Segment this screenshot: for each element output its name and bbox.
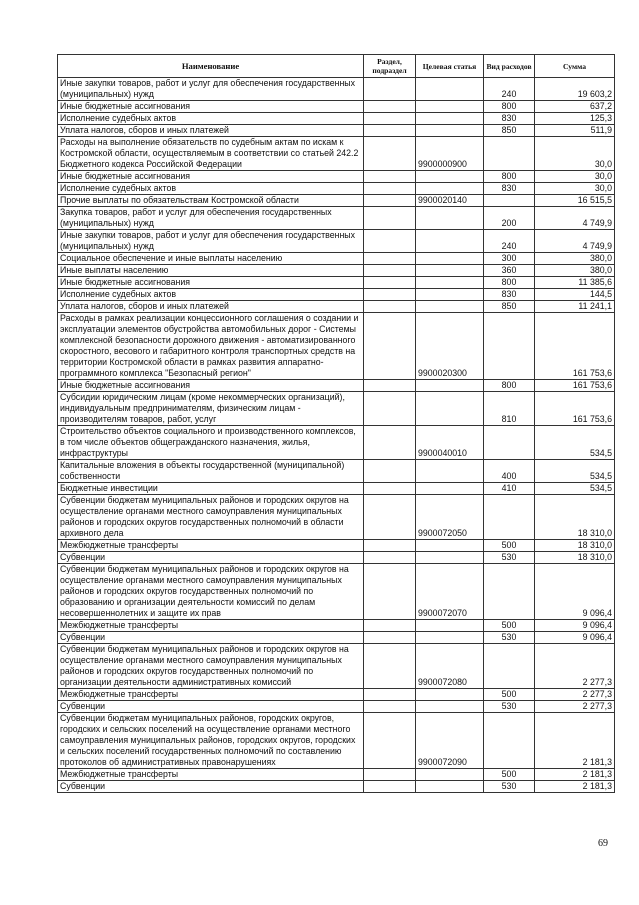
cell-tgt: 9900000900 [416,137,484,171]
cell-sec [364,301,416,313]
cell-vid [484,313,535,380]
table-row [58,769,615,781]
cell-vid: 850 [484,301,535,313]
cell-tgt [416,552,484,564]
cell-tgt [416,277,484,289]
cell-sum: 637,2 [535,101,615,113]
cell-name: Субсидии юридическим лицам (кроме некоммерческих организаций), индивидуальным предпринимателям, физическим лицам - производителям товаров, работ, услуг [58,392,364,426]
cell-name: Иные закупки товаров, работ и услуг для обеспечения государственных (муниципальных) нужд [58,230,364,253]
cell-name: Межбюджетные трансферты [58,540,364,552]
cell-name: Иные бюджетные ассигнования [58,101,364,113]
cell-sec [364,701,416,713]
table-row [58,552,615,564]
cell-name: Капитальные вложения в объекты государственной (муниципальной) собственности [58,460,364,483]
cell-sum: 2 181,3 [535,769,615,781]
cell-name: Субвенции бюджетам муниципальных районов и городских округов на осуществление органами местного самоуправления муниципальных районов и городских округов государственных полномочий в области архивного дела [58,495,364,540]
cell-sum: 2 277,3 [535,701,615,713]
cell-sec [364,113,416,125]
cell-vid: 830 [484,289,535,301]
cell-name: Расходы в рамках реализации концессионного соглашения о создании и эксплуатации элементов обустройства автомобильных дорог - Системы комплексной безопасности дорожного движения - автоматизированного скоростного, весового и габаритного контроля транспортных средств на территории Костромской области в рамках развития аппаратно-программного комплекса "Безопасный регион" [58,313,364,380]
cell-sec [364,171,416,183]
cell-tgt [416,392,484,426]
cell-sec [364,632,416,644]
table-row [58,426,615,460]
cell-tgt: 9900072080 [416,644,484,689]
cell-tgt [416,689,484,701]
cell-sec [364,78,416,101]
cell-sec [364,183,416,195]
cell-tgt [416,540,484,552]
cell-vid [484,137,535,171]
cell-sum: 2 181,3 [535,781,615,793]
header-section: Раздел, подраздел [364,55,416,78]
cell-sec [364,713,416,769]
cell-vid [484,644,535,689]
cell-vid: 500 [484,769,535,781]
cell-sec [364,392,416,426]
cell-vid: 530 [484,701,535,713]
table-row [58,289,615,301]
cell-sum: 4 749,9 [535,230,615,253]
cell-tgt [416,183,484,195]
cell-vid: 850 [484,125,535,137]
table-row [58,313,615,380]
cell-name: Субвенции [58,701,364,713]
cell-sec [364,781,416,793]
cell-sec [364,101,416,113]
cell-sum: 18 310,0 [535,540,615,552]
cell-tgt: 9900072050 [416,495,484,540]
table-row [58,689,615,701]
cell-sum: 2 277,3 [535,689,615,701]
cell-vid: 200 [484,207,535,230]
header-target: Целевая статья [416,55,484,78]
table-row [58,265,615,277]
cell-vid: 530 [484,632,535,644]
table-row [58,460,615,483]
cell-sum: 9 096,4 [535,620,615,632]
cell-vid: 800 [484,380,535,392]
cell-vid: 360 [484,265,535,277]
cell-name: Субвенции [58,552,364,564]
cell-vid: 240 [484,78,535,101]
cell-vid: 500 [484,689,535,701]
cell-tgt [416,460,484,483]
cell-sec [364,253,416,265]
cell-sum: 534,5 [535,426,615,460]
cell-name: Субвенции бюджетам муниципальных районов и городских округов на осуществление органами местного самоуправления муниципальных районов и городских округов государственных полномочий по организации деятельности административных комиссий [58,644,364,689]
table-row [58,713,615,769]
table-row [58,171,615,183]
table-row [58,701,615,713]
cell-sum: 125,3 [535,113,615,125]
cell-name: Иные бюджетные ассигнования [58,277,364,289]
cell-name: Межбюджетные трансферты [58,689,364,701]
cell-tgt [416,301,484,313]
table-row [58,113,615,125]
cell-sec [364,426,416,460]
cell-sec [364,125,416,137]
cell-sec [364,195,416,207]
cell-tgt [416,620,484,632]
cell-name: Уплата налогов, сборов и иных платежей [58,125,364,137]
cell-name: Субвенции [58,781,364,793]
cell-sum: 11 241,1 [535,301,615,313]
cell-tgt [416,113,484,125]
cell-name: Строительство объектов социального и производственного комплексов, в том числе объектов общегражданского назначения, жилья, инфраструктуры [58,426,364,460]
cell-name: Прочие выплаты по обязательствам Костромской области [58,195,364,207]
cell-sum: 380,0 [535,265,615,277]
cell-sec [364,483,416,495]
cell-tgt [416,483,484,495]
cell-sum: 380,0 [535,253,615,265]
cell-name: Иные выплаты населению [58,265,364,277]
cell-tgt [416,78,484,101]
cell-name: Расходы на выполнение обязательств по судебным актам по искам к Костромской области, осуществляемым в соответствии со статьей 242.2 Бюджетного кодекса Российской Федерации [58,137,364,171]
cell-vid [484,564,535,620]
cell-vid: 810 [484,392,535,426]
table-row [58,495,615,540]
cell-name: Исполнение судебных актов [58,289,364,301]
cell-vid: 830 [484,113,535,125]
cell-name: Исполнение судебных актов [58,183,364,195]
cell-tgt [416,207,484,230]
cell-sec [364,380,416,392]
table-row [58,392,615,426]
cell-name: Субвенции бюджетам муниципальных районов и городских округов на осуществление органами местного самоуправления муниципальных районов и городских округов государственных полномочий по образованию и организации деятельности комиссий по делам несовершеннолетних и защите их прав [58,564,364,620]
cell-tgt: 9900020140 [416,195,484,207]
table-row [58,540,615,552]
cell-sec [364,265,416,277]
budget-table [57,54,615,793]
cell-vid: 800 [484,277,535,289]
cell-sec [364,137,416,171]
table-row [58,564,615,620]
cell-sec [364,620,416,632]
cell-tgt: 9900072070 [416,564,484,620]
cell-tgt [416,253,484,265]
cell-tgt [416,769,484,781]
cell-tgt [416,125,484,137]
header-vid: Вид расходов [484,55,535,78]
table-row [58,125,615,137]
cell-sec [364,460,416,483]
cell-name: Иные бюджетные ассигнования [58,380,364,392]
cell-sum: 30,0 [535,137,615,171]
cell-sum: 534,5 [535,460,615,483]
table-row [58,277,615,289]
table-row [58,301,615,313]
cell-sum: 9 096,4 [535,564,615,620]
cell-tgt [416,632,484,644]
cell-tgt: 9900072090 [416,713,484,769]
cell-tgt [416,171,484,183]
table-row [58,137,615,171]
cell-sum: 511,9 [535,125,615,137]
table-body [58,78,615,793]
cell-sum: 2 181,3 [535,713,615,769]
cell-name: Иные бюджетные ассигнования [58,171,364,183]
cell-name: Исполнение судебных актов [58,113,364,125]
cell-vid: 410 [484,483,535,495]
cell-sec [364,689,416,701]
cell-sec [364,495,416,540]
table-row [58,483,615,495]
cell-vid: 500 [484,620,535,632]
cell-vid: 240 [484,230,535,253]
cell-tgt [416,289,484,301]
cell-sec [364,207,416,230]
table-row [58,101,615,113]
cell-vid [484,195,535,207]
cell-vid: 400 [484,460,535,483]
cell-name: Субвенции [58,632,364,644]
cell-vid: 530 [484,552,535,564]
cell-tgt [416,701,484,713]
cell-sec [364,230,416,253]
table-row [58,644,615,689]
cell-sum: 4 749,9 [535,207,615,230]
cell-vid: 800 [484,101,535,113]
cell-sec [364,313,416,380]
cell-sum: 19 603,2 [535,78,615,101]
cell-name: Межбюджетные трансферты [58,620,364,632]
cell-vid [484,713,535,769]
cell-sum: 144,5 [535,289,615,301]
cell-sum: 9 096,4 [535,632,615,644]
cell-name: Уплата налогов, сборов и иных платежей [58,301,364,313]
cell-sum: 30,0 [535,171,615,183]
cell-tgt: 9900020300 [416,313,484,380]
cell-sum: 11 385,6 [535,277,615,289]
cell-sum: 16 515,5 [535,195,615,207]
table-row [58,781,615,793]
table-row [58,195,615,207]
cell-sum: 30,0 [535,183,615,195]
cell-sum: 18 310,0 [535,552,615,564]
cell-sec [364,644,416,689]
cell-sec [364,769,416,781]
cell-name: Социальное обеспечение и иные выплаты населению [58,253,364,265]
table-header-row [58,55,615,78]
table-row [58,78,615,101]
cell-vid: 800 [484,171,535,183]
table-row [58,253,615,265]
table-row [58,207,615,230]
table-row [58,632,615,644]
cell-sum: 161 753,6 [535,392,615,426]
cell-name: Межбюджетные трансферты [58,769,364,781]
table-row [58,620,615,632]
cell-vid: 530 [484,781,535,793]
table-row [58,380,615,392]
cell-name: Иные закупки товаров, работ и услуг для обеспечения государственных (муниципальных) нужд [58,78,364,101]
cell-tgt [416,230,484,253]
header-sum: Сумма [535,55,615,78]
cell-tgt [416,265,484,277]
cell-sec [364,552,416,564]
cell-sum: 534,5 [535,483,615,495]
cell-vid [484,495,535,540]
cell-tgt [416,101,484,113]
cell-tgt: 9900040010 [416,426,484,460]
cell-sec [364,540,416,552]
cell-name: Бюджетные инвестиции [58,483,364,495]
cell-sec [364,289,416,301]
cell-sum: 2 277,3 [535,644,615,689]
cell-sum: 161 753,6 [535,313,615,380]
cell-sec [364,564,416,620]
cell-vid: 500 [484,540,535,552]
cell-sum: 161 753,6 [535,380,615,392]
cell-tgt [416,380,484,392]
table-row [58,183,615,195]
cell-sec [364,277,416,289]
cell-vid: 300 [484,253,535,265]
cell-tgt [416,781,484,793]
page-number: 69 [598,838,608,849]
cell-sum: 18 310,0 [535,495,615,540]
header-name: Наименование [58,55,364,78]
cell-vid [484,426,535,460]
cell-name: Закупка товаров, работ и услуг для обеспечения государственных (муниципальных) нужд [58,207,364,230]
table-row [58,230,615,253]
cell-vid: 830 [484,183,535,195]
cell-name: Субвенции бюджетам муниципальных районов, городских округов, городских и сельских поселений на осуществление органами местного самоуправления муниципальных районов, городских округов, городских и сельских поселений государственных полномочий по составлению протоколов об административных правонарушениях [58,713,364,769]
